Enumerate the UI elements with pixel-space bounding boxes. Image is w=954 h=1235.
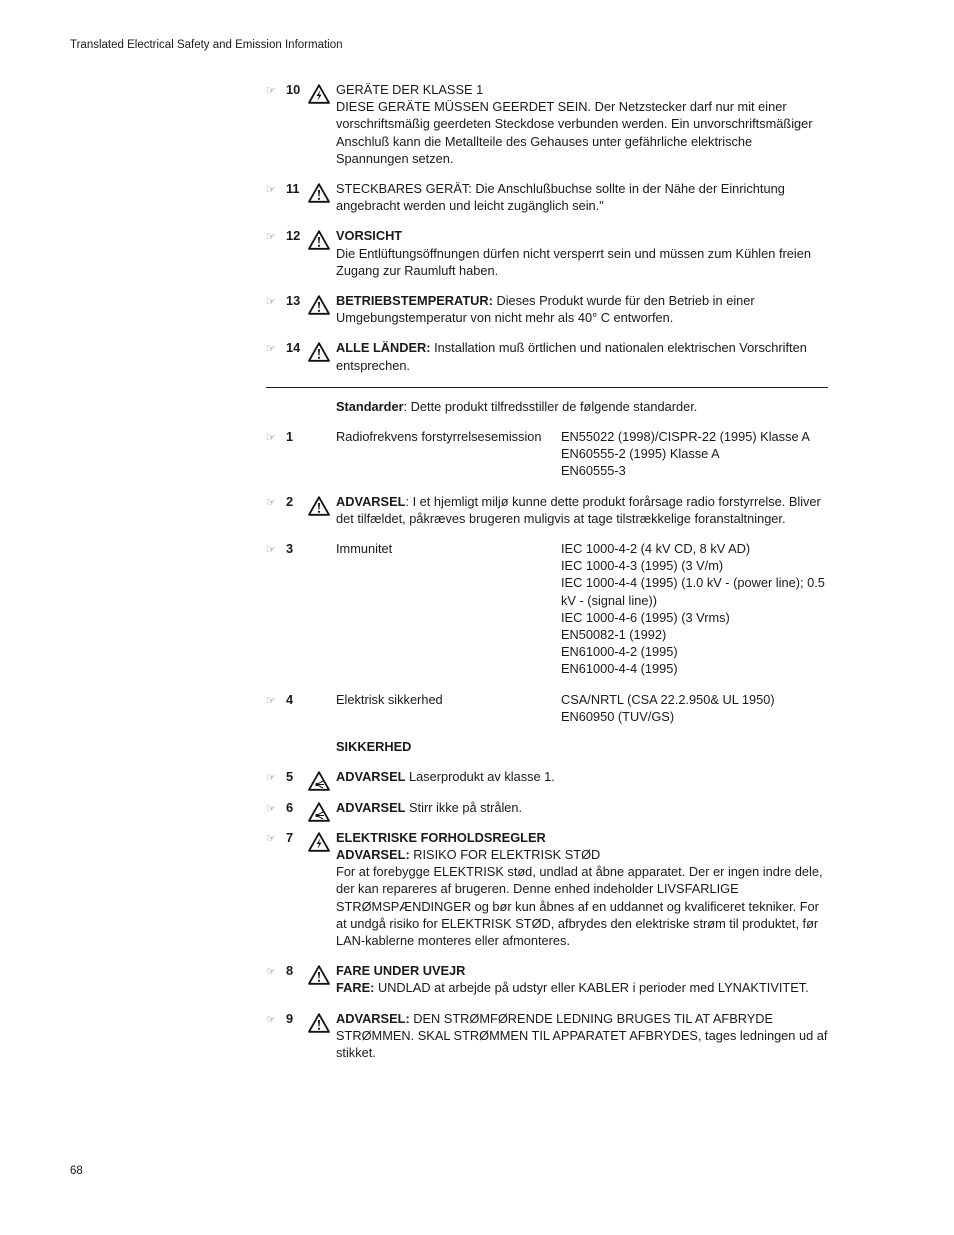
item-marker: [266, 180, 306, 199]
standard-value: EN60555-2 (1995) Klasse A: [561, 446, 720, 462]
entry-line: [336, 292, 828, 326]
german-section: [266, 81, 828, 374]
entry-plain: Die Entlüftungsöffnungen dürfen nicht versperrt sein und müssen zum Kühlen freien Zugang zur Raumluft haben.: [336, 245, 811, 278]
safety-entry: [266, 493, 828, 527]
item-marker: [266, 81, 306, 100]
safety-entry: [266, 1010, 828, 1062]
emission-table: [266, 428, 828, 480]
item-number: 7: [286, 829, 294, 845]
entry-plain: DIESE GERÄTE MÜSSEN GEERDET SEIN. Der Netzstecker darf nur mit einer vorschriftsmäßig geerdeten Steckdose verbunden werden. Ein unvorschriftsmäßiger Anschluß kann die Metallteile des Gehauses unter gefährliche elektrische Spannungen setzen.: [336, 99, 813, 166]
standard-values: [561, 691, 828, 725]
entry-bold: FARE UNDER UVEJR: [336, 963, 466, 979]
safety-entry: [266, 339, 828, 373]
entry-text: [336, 1010, 828, 1062]
entry-plain: DEN STRØMFØRENDE LEDNING BRUGES TIL AT AFBRYDE STRØMMEN. SKAL STRØMMEN TIL APPARATET AFBRYDES, tages ledningen ud af stikket.: [336, 1010, 828, 1060]
safety-entry: [266, 81, 828, 167]
safety-entry: [266, 292, 828, 326]
immunity-table: [266, 540, 828, 725]
standard-value: IEC 1000-4-2 (4 kV CD, 8 kV AD): [561, 541, 751, 557]
safety-entry: [266, 829, 828, 949]
item-marker: [266, 799, 306, 818]
electric-warning-icon: [308, 832, 330, 852]
standards-text: : Dette produkt tilfredsstiller de følgende standarder.: [403, 398, 698, 414]
laser-warning-icon: [308, 802, 330, 822]
entry-line: [336, 846, 828, 863]
warning-icon: [308, 496, 330, 516]
pointing-hand-icon: ☞: [266, 802, 276, 815]
section-divider: [266, 387, 828, 388]
standard-row: [266, 540, 828, 678]
item-number: 6: [286, 799, 294, 815]
sikkerhed-heading: SIKKERHED: [336, 739, 412, 755]
radio-warning: [266, 493, 828, 527]
item-number: 4: [286, 691, 294, 707]
entry-plain: GERÄTE DER KLASSE 1: [336, 82, 484, 97]
entry-line: [336, 180, 828, 214]
item-number: 10: [286, 82, 301, 97]
pointing-hand-icon: ☞: [266, 85, 276, 97]
pointing-hand-icon: ☞: [266, 1013, 276, 1026]
entry-bold: ADVARSEL:: [336, 1010, 410, 1026]
entry-plain: STECKBARES GERÄT: Die Anschlußbuchse sollte in der Nähe der Einrichtung angebracht werden und leicht zugänglich sein.": [336, 181, 785, 214]
safety-entry: [266, 768, 828, 785]
item-marker: [266, 428, 306, 447]
warning-icon: [308, 183, 330, 203]
standard-value: IEC 1000-4-6 (1995) (3 Vrms): [561, 609, 730, 625]
warning-icon: [308, 295, 330, 315]
entry-bold: ADVARSEL: [336, 799, 406, 815]
warning-icon: [308, 230, 330, 250]
entry-plain: Stirr ikke på strålen.: [405, 799, 523, 815]
item-marker: [266, 540, 306, 559]
item-marker: [266, 768, 306, 787]
item-number: 12: [286, 228, 301, 244]
entry-text: [336, 962, 828, 996]
entry-line: [336, 98, 828, 167]
pointing-hand-icon: ☞: [266, 496, 276, 509]
entry-line: [336, 227, 828, 244]
safety-section: [266, 768, 828, 1061]
standard-value: EN61000-4-2 (1995): [561, 644, 678, 660]
laser-warning-icon: [308, 771, 330, 791]
safety-entry: [266, 180, 828, 214]
standards-intro: [266, 398, 828, 415]
entry-line: [336, 799, 828, 816]
item-marker: [266, 962, 306, 981]
running-header: Translated Electrical Safety and Emission Information: [70, 39, 343, 51]
entry-line: [336, 768, 828, 785]
entry-line: [336, 829, 828, 846]
pointing-hand-icon: ☞: [266, 231, 276, 244]
electric-warning-icon: [308, 84, 330, 104]
item-marker: [266, 691, 306, 710]
entry-text: [336, 227, 828, 279]
entry-line: [336, 863, 828, 949]
pointing-hand-icon: ☞: [266, 184, 276, 197]
entry-text: [336, 829, 828, 949]
standard-value: EN61000-4-4 (1995): [561, 661, 678, 677]
entry-plain: RISIKO FOR ELEKTRISK STØD: [409, 846, 601, 862]
standard-value: EN50082-1 (1992): [561, 627, 667, 643]
pointing-hand-icon: ☞: [266, 966, 276, 979]
item-number: 13: [286, 293, 301, 309]
item-number: 1: [286, 429, 294, 445]
standards-label: Standarder: [336, 398, 404, 414]
item-marker: [266, 829, 306, 848]
standard-value: EN60555-3: [561, 463, 626, 479]
entry-bold: BETRIEBSTEMPERATUR:: [336, 293, 493, 309]
warning-icon: [308, 342, 330, 362]
warning-icon: [308, 965, 330, 985]
entry-plain: Laserprodukt av klasse 1.: [405, 769, 555, 785]
standard-row: [266, 428, 828, 480]
standard-value: CSA/NRTL (CSA 22.2.950& UL 1950): [561, 691, 775, 707]
entry-text: [336, 292, 828, 326]
item-number: 11: [286, 181, 300, 197]
standard-values: [561, 428, 828, 480]
pointing-hand-icon: ☞: [266, 772, 276, 785]
entry-line: [336, 979, 828, 996]
page-number: 68: [70, 1165, 83, 1177]
item-marker: [266, 339, 306, 358]
pointing-hand-icon: ☞: [266, 694, 276, 707]
entry-plain: Installation muß örtlichen und nationalen elektrischen Vorschriften entsprechen.: [336, 340, 807, 373]
pointing-hand-icon: ☞: [266, 296, 276, 309]
pointing-hand-icon: ☞: [266, 432, 276, 445]
item-marker: [266, 493, 306, 512]
entry-text: [336, 81, 828, 167]
entry-line: [336, 962, 828, 979]
item-marker: [266, 227, 306, 246]
item-number: 14: [286, 340, 301, 356]
entry-plain: Dieses Produkt wurde für den Betrieb in einer Umgebungstemperatur von nicht mehr als 40° C entworfen.: [336, 293, 755, 326]
standard-label: Radiofrekvens forstyrrelsesemission: [336, 429, 542, 445]
pointing-hand-icon: ☞: [266, 343, 276, 356]
pointing-hand-icon: ☞: [266, 544, 276, 557]
item-number: 5: [286, 769, 294, 785]
safety-entry: [266, 962, 828, 996]
entry-bold: ELEKTRISKE FORHOLDSREGLER: [336, 829, 546, 845]
item-number: 8: [286, 963, 294, 979]
entry-plain: For at forebygge ELEKTRISK stød, undlad at åbne apparatet. Der er ingen indre dele, der kan repareres af brugeren. Denne enhed indeholder LIVSFARLIGE STRØMSPÆNDINGER og bør kun åbnes af en uddannet og kvalificeret tekniker. For at undgå risiko for ELEKTRISK STØD, afbrydes den elektriske strøm til produktet, før LAN-kablerne monteres eller afmonteres.: [336, 864, 823, 948]
item-number: 9: [286, 1010, 294, 1026]
safety-entry: [266, 227, 828, 279]
entry-bold: ALLE LÄNDER:: [336, 340, 431, 356]
entry-plain: UNDLAD at arbejde på udstyr eller KABLER i perioder med LYNAKTIVITET.: [374, 980, 809, 996]
entry-bold: ADVARSEL: [336, 493, 406, 509]
entry-bold: ADVARSEL:: [336, 846, 410, 862]
standard-value: EN60950 (TUV/GS): [561, 708, 675, 724]
pointing-hand-icon: ☞: [266, 832, 276, 845]
entry-plain: : I et hjemligt miljø kunne dette produkt forårsage radio forstyrrelse. Bliver det tilfældet, påkræves brugeren muligvis at tage tilstrækkelige foranstaltninger.: [336, 493, 821, 526]
entry-text: [336, 180, 828, 214]
item-marker: [266, 1010, 306, 1029]
standard-label: Elektrisk sikkerhed: [336, 691, 443, 707]
standard-values: [561, 540, 828, 678]
standard-label: Immunitet: [336, 541, 393, 557]
document-body: [266, 81, 828, 1074]
entry-line: [336, 339, 828, 373]
entry-bold: VORSICHT: [336, 228, 403, 244]
safety-entry: [266, 799, 828, 816]
entry-line: [336, 493, 828, 527]
standard-value: IEC 1000-4-4 (1995) (1.0 kV - (power line); 0.5 kV - (signal line)): [561, 575, 825, 608]
entry-bold: ADVARSEL: [336, 769, 406, 785]
entry-line: [336, 245, 828, 279]
standard-row: [266, 691, 828, 725]
entry-line: [336, 1010, 828, 1062]
item-number: 3: [286, 541, 294, 557]
warning-icon: [308, 1013, 330, 1033]
entry-bold: FARE:: [336, 980, 375, 996]
entry-text: [336, 768, 828, 785]
item-number: 2: [286, 493, 294, 509]
entry-line: [336, 81, 828, 98]
standard-value: EN55022 (1998)/CISPR-22 (1995) Klasse A: [561, 429, 810, 445]
entry-text: [336, 339, 828, 373]
entry-text: [336, 799, 828, 816]
entry-text: [336, 493, 828, 527]
standard-value: IEC 1000-4-3 (1995) (3 V/m): [561, 558, 724, 574]
item-marker: [266, 292, 306, 311]
